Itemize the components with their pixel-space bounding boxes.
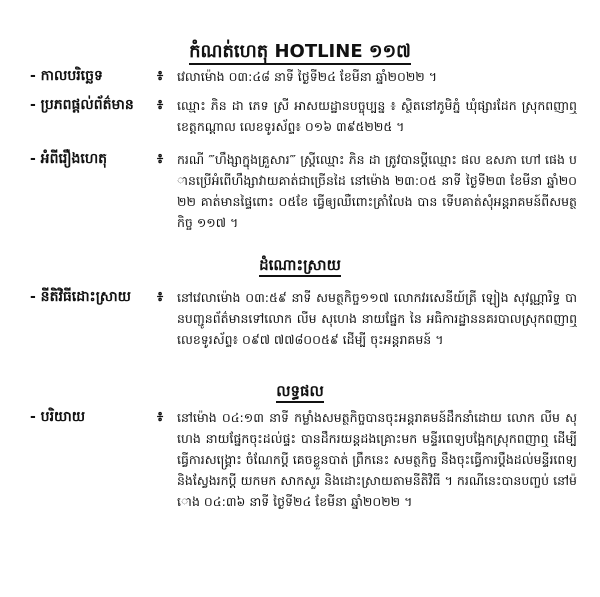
heading-solution-text: ដំណោះស្រាយ <box>259 256 341 277</box>
heading-solution <box>0 254 600 276</box>
row-text: នៅម៉ោង ០៤:១៣ នាទី កម្លាំងសមត្ថកិច្ចបានចុះអន្តរាគមន៍ដឹកនាំដោយ លោក លីម សុហេង នាយផ្នែកចុះដល់ផ្ទះ បានដឹករយន្តដងគ្រោះមក មន្ទីរពេទ្យបង្អែកស្រុកពញាឮ ដើម្បីធ្វើការសង្គ្រោះ ចំណែកប្តី គេចខ្លួនបាត់ ព្រឹកនេះ សមត្ថកិច្ច នឹងចុះធ្វើការប្តឹងដល់មន្ទីរពេទ្យ និងស្វែងរកប្តី យកមក សាកសួរ និងដោះស្រាយតាមនីតិវិធី ។ ករណីនេះបានបញ្ចប់ នៅម៉ោង ០៤:៣៦ នាទី ថ្ងៃទី២៤ ខែមីនា ឆ្នាំ២០២២ ។ <box>177 410 577 509</box>
row-colon: ៖ <box>157 409 164 425</box>
report-title <box>0 40 600 64</box>
row-label: - អំពីរឿងហេតុ <box>30 151 108 167</box>
row-colon: ៖ <box>157 97 164 113</box>
row-text: វេលាម៉ោង ០៣:៤៨ នាទី ថ្ងៃទី២៤ ខែមីនា ឆ្នាំ២០២២ ។ <box>177 69 437 84</box>
row-colon: ៖ <box>157 68 164 84</box>
heading-result <box>0 380 600 402</box>
row-label: - ប្រភពផ្តល់ព័ត៌មាន <box>30 97 134 113</box>
report-title-text: កំណត់ហេតុ HOTLINE ១១៧ <box>189 41 411 65</box>
heading-result-text: លទ្ធផល <box>276 382 324 403</box>
row-label: - បរិយាយ <box>30 409 86 425</box>
row-text: នៅវេលាម៉ោង ០៣:៥៩ នាទី សមត្ថកិច្ច១១៧ លោកវរសេនីយ៍ត្រី ឡៀង សុវណ្ណារិទ្ធ បានបញ្ជូនព័ត៌មានទៅលោក លីម សុហេង នាយផ្នែក នៃ អធិការដ្ឋាននគរបាលស្រុកពញាឮ លេខទូរស័ព្ទ៖ ០៩៧ ៧៧៨០០៥៩ ដើម្បី ចុះអន្តរាគមន៍ ។ <box>177 290 577 347</box>
row-label: - នីតិវិធីដោះស្រាយ <box>30 289 131 305</box>
row-text: ឈ្មោះ ភិន ដា ភេទ ស្រី អាសយដ្ឋានបច្ចុប្បន្ន ៖ ស្ថិតនៅភូមិភ្នំ ឃុំផ្សារដែក ស្រុកពញាឮ ខេត្តកណ្តាល លេខទូរស័ព្ទ៖ ០១៦ ៣៩៥២២៥ ។ <box>177 98 577 134</box>
row-label: - កាលបរិច្ឆេទ <box>30 68 103 84</box>
row-colon: ៖ <box>157 151 164 167</box>
row-text: ករណី ‴ហឹង្សាក្នុងគ្រួសារ‴ ស្ត្រីឈ្មោះ ភិន ដា ត្រូវបានប្តីឈ្មោះ ផល ឧសភា ហៅ ផេង បានប្រើអំពើហឹង្សាវាយគាត់ជាច្រើនដៃ នៅម៉ោង ២៣:០៥ នាទី ថ្ងៃទី២៣ ខែមីនា ឆ្នាំ២០២២ គាត់មានផ្ទៃពោះ ០៥ខែ ធ្វើឲ្យឈឺពោះត្រាំលែង បាន ទើបគាត់សុំអន្តរាគមន៍ពីសមត្ថកិច្ច ១១៧ ។ <box>177 152 577 230</box>
row-colon: ៖ <box>157 289 164 305</box>
